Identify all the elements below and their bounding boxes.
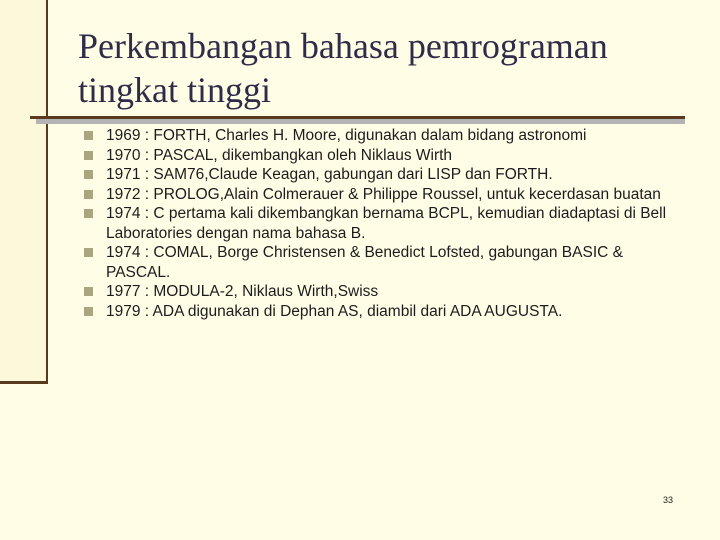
bullet-item [0, 126, 720, 146]
bullet-item [0, 185, 720, 205]
title-underline-shadow [36, 119, 685, 124]
square-bullet-icon [84, 190, 93, 199]
bullet-text: 1974 : C pertama kali dikembangkan bernama BCPL, kemudian diadaptasi di Bell Laboratories dengan nama bahasa B. [106, 205, 667, 242]
bullet-list [0, 126, 720, 321]
title-underline [30, 116, 685, 119]
bullet-item [0, 204, 720, 243]
bullet-text: 1979 : ADA digunakan di Dephan AS, diambil dari ADA AUGUSTA. [106, 302, 563, 320]
bullet-text: 1969 : FORTH, Charles H. Moore, digunakan dalam bidang astronomi [106, 127, 587, 144]
bullet-text: 1970 : PASCAL, dikembangkan oleh Niklaus Wirth [106, 146, 453, 164]
left-band-bottom-divider [0, 381, 47, 384]
square-bullet-icon [84, 151, 93, 160]
square-bullet-icon [84, 131, 93, 140]
bullet-text: 1977 : MODULA-2, Niklaus Wirth,Swiss [106, 283, 379, 300]
square-bullet-icon [84, 248, 93, 257]
bullet-item [0, 146, 720, 166]
bullet-text: 1971 : SAM76,Claude Keagan, gabungan dari LISP dan FORTH. [106, 166, 553, 183]
bullet-text: 1974 : COMAL, Borge Christensen & Benedict Lofsted, gabungan BASIC & PASCAL. [106, 244, 623, 281]
page-number: 33 [663, 495, 674, 505]
square-bullet-icon [84, 209, 93, 218]
bullet-item [0, 282, 720, 302]
square-bullet-icon [84, 287, 93, 296]
bullet-item [0, 302, 720, 322]
square-bullet-icon [84, 307, 93, 316]
bullet-item [0, 165, 720, 185]
bullet-text: 1972 : PROLOG,Alain Colmerauer & Philippe Roussel, untuk kecerdasan buatan [106, 185, 661, 203]
square-bullet-icon [84, 170, 93, 179]
slide-title: Perkembangan bahasa pemrograman tingkat tinggi [78, 26, 608, 110]
bullet-item [0, 243, 720, 282]
